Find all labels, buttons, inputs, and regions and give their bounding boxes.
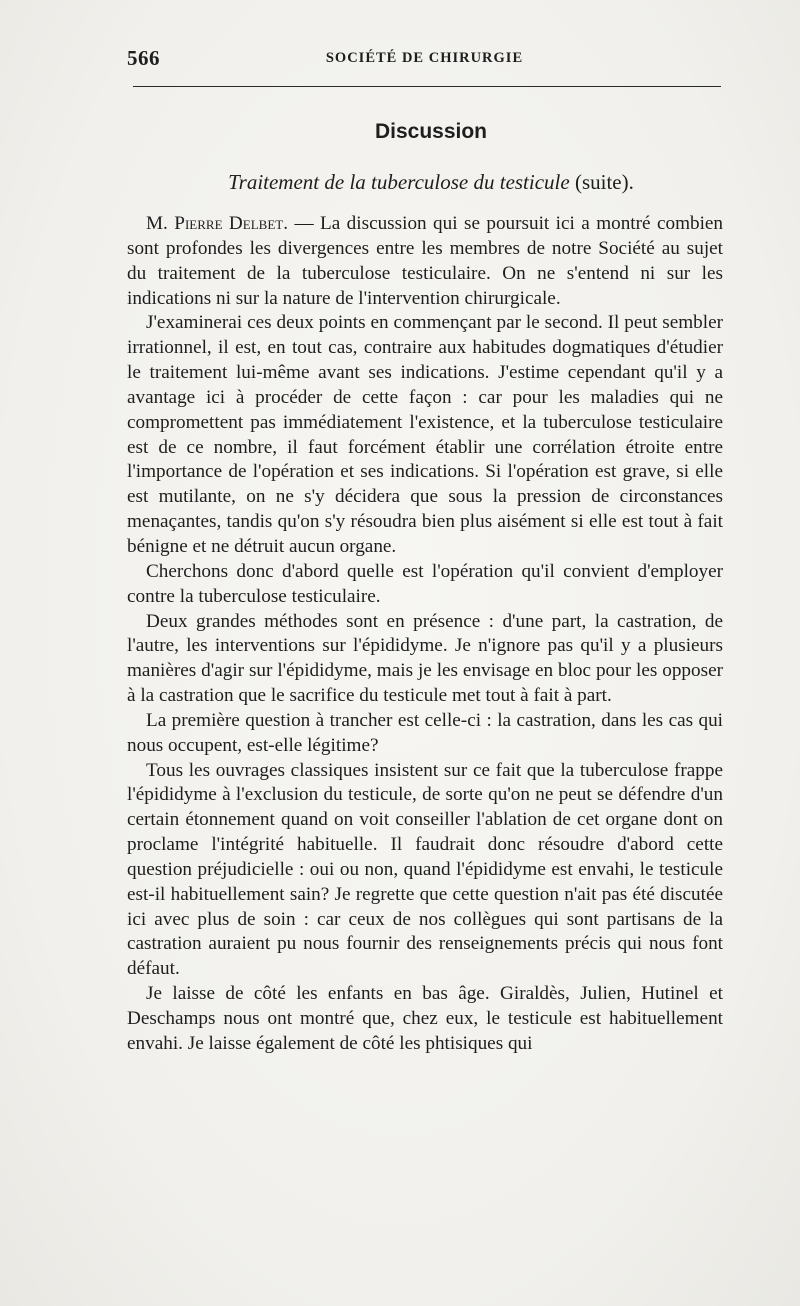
journal-title: SOCIÉTÉ DE CHIRURGIE — [325, 50, 524, 66]
subtitle-suffix: (suite). — [574, 170, 634, 194]
paragraph: Deux grandes méthodes sont en présence : d'une part, la castration, de l'autre, les interventions sur l'épididyme. Je n'ignore pas qu'il y a plusieurs manières d'agir sur l'épididyme, mais je les envisage en bloc pour les opposer à la castration que le sacrifice du testicule met tout à fait à part. — [127, 610, 723, 707]
paragraph: Cherchons donc d'abord quelle est l'opération qu'il convient d'employer contre la tuberculose testiculaire. — [127, 560, 723, 607]
body-text — [127, 212, 723, 1057]
paragraph — [127, 212, 723, 311]
subtitle-italic: Traitement de la tuberculose du testicule — [228, 170, 570, 194]
paragraph: Tous les ouvrages classiques insistent sur ce fait que la tuberculose frappe l'épididyme à l'exclusion du testicule, de sorte qu'on ne peut se défendre d'un certain étonnement quand on voit conseiller l'ablation de cet organe dont on proclame l'intégrité habituelle. Il faudrait donc résoudre d'abord cette question préjudicielle : oui ou non, quand l'épididyme est envahi, le testicule est-il habituellement sain? Je regrette que cette question n'ait pas été discutée ici avec plus de soin : car ceux de nos collègues qui sont partisans de la castration auraient pu nous fournir des renseignements précis qui nous font défaut. — [127, 759, 723, 980]
paragraph-text: — La discussion qui se poursuit ici a montré combien sont profondes les divergences entre les membres de notre Société au sujet du traitement de la tuberculose testiculaire. On ne s'entend ni sur les indications ni sur la nature de l'intervention chirurgicale. — [127, 213, 724, 309]
paragraph: J'examinerai ces deux points en commençant par le second. Il peut sembler irrationnel, il est, en tout cas, contraire aux habitudes dogmatiques d'étudier le traitement lui-même avant ses indications. J'estime cependant qu'il y a avantage ici à procéder de cette façon : car pour les maladies qui ne compromettent pas immédiatement l'existence, et la tuberculose testiculaire est de ce nombre, il faut forcément établir une corrélation étroite entre l'importance de l'opération et ses indications. Si l'opération est grave, si elle est mutilante, on ne s'y décidera que sous la pression de circonstances menaçantes, tandis qu'on s'y résoudra bien plus aisément si elle est tout à fait bénigne et ne détruit aucun organe. — [127, 312, 723, 557]
paragraph: La première question à trancher est celle-ci : la castration, dans les cas qui nous occupent, est-elle légitime? — [127, 709, 723, 756]
section-subtitle — [127, 170, 735, 195]
paragraph: Je laisse de côté les enfants en bas âge. Giraldès, Julien, Hutinel et Deschamps nous ont montré que, chez eux, le testicule est habituellement envahi. Je laisse également de côté les phtisiques qui — [127, 983, 723, 1054]
page-number: 566 — [127, 46, 160, 70]
header-divider — [133, 86, 721, 87]
section-title: Discussion — [374, 120, 488, 143]
speaker-prefix: M. — [146, 213, 168, 234]
speaker-name: Pierre Delbet. — [174, 213, 289, 234]
running-header — [127, 46, 722, 72]
